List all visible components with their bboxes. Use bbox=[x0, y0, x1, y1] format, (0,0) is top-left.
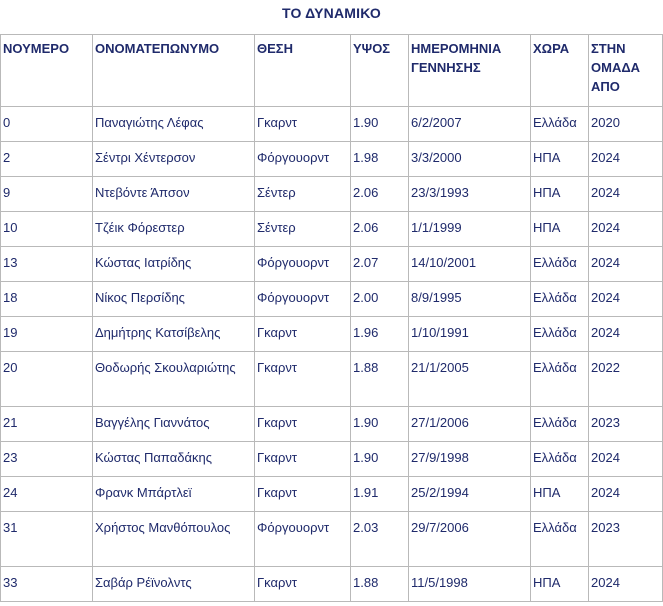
cell-height: 2.06 bbox=[351, 212, 409, 247]
table-row bbox=[1, 212, 663, 247]
cell-position: Γκαρντ bbox=[255, 567, 351, 602]
cell-name: Σέντρι Χέντερσον bbox=[93, 142, 255, 177]
cell-number: 23 bbox=[1, 442, 93, 477]
roster-table bbox=[0, 34, 663, 602]
cell-height: 1.88 bbox=[351, 352, 409, 407]
cell-country: Ελλάδα bbox=[531, 282, 589, 317]
cell-number: 33 bbox=[1, 567, 93, 602]
cell-birthdate: 23/3/1993 bbox=[409, 177, 531, 212]
table-row bbox=[1, 512, 663, 567]
cell-position: Γκαρντ bbox=[255, 352, 351, 407]
cell-number: 20 bbox=[1, 352, 93, 407]
cell-name: Κώστας Παπαδάκης bbox=[93, 442, 255, 477]
cell-birthdate: 1/1/1999 bbox=[409, 212, 531, 247]
cell-since: 2024 bbox=[589, 442, 663, 477]
cell-since: 2023 bbox=[589, 407, 663, 442]
cell-height: 2.03 bbox=[351, 512, 409, 567]
cell-country: Ελλάδα bbox=[531, 352, 589, 407]
cell-birthdate: 29/7/2006 bbox=[409, 512, 531, 567]
cell-country: Ελλάδα bbox=[531, 107, 589, 142]
cell-name: Φρανκ Μπάρτλεϊ bbox=[93, 477, 255, 512]
cell-name: Κώστας Ιατρίδης bbox=[93, 247, 255, 282]
cell-since: 2022 bbox=[589, 352, 663, 407]
cell-name: Σαβάρ Ρέϊνολντς bbox=[93, 567, 255, 602]
cell-birthdate: 6/2/2007 bbox=[409, 107, 531, 142]
header-number: ΝΟΥΜΕΡΟ bbox=[1, 35, 93, 107]
header-position: ΘΕΣΗ bbox=[255, 35, 351, 107]
cell-country: ΗΠΑ bbox=[531, 567, 589, 602]
cell-since: 2024 bbox=[589, 142, 663, 177]
cell-number: 24 bbox=[1, 477, 93, 512]
cell-country: ΗΠΑ bbox=[531, 477, 589, 512]
cell-name: Δημήτρης Κατσίβελης bbox=[93, 317, 255, 352]
cell-birthdate: 11/5/1998 bbox=[409, 567, 531, 602]
cell-position: Γκαρντ bbox=[255, 442, 351, 477]
header-height: ΥΨΟΣ bbox=[351, 35, 409, 107]
table-row bbox=[1, 407, 663, 442]
table-row bbox=[1, 177, 663, 212]
cell-position: Γκαρντ bbox=[255, 477, 351, 512]
header-since: ΣΤΗΝ ΟΜΑΔΑ ΑΠΟ bbox=[589, 35, 663, 107]
header-birthdate: ΗΜΕΡΟΜΗΝΙΑ ΓΕΝΝΗΣΗΣ bbox=[409, 35, 531, 107]
cell-position: Φόργουορντ bbox=[255, 282, 351, 317]
cell-position: Γκαρντ bbox=[255, 407, 351, 442]
cell-birthdate: 3/3/2000 bbox=[409, 142, 531, 177]
cell-since: 2024 bbox=[589, 212, 663, 247]
cell-position: Φόργουορντ bbox=[255, 512, 351, 567]
cell-height: 1.91 bbox=[351, 477, 409, 512]
cell-name: Βαγγέλης Γιαννάτος bbox=[93, 407, 255, 442]
cell-position: Γκαρντ bbox=[255, 317, 351, 352]
cell-since: 2024 bbox=[589, 177, 663, 212]
cell-height: 1.96 bbox=[351, 317, 409, 352]
cell-name: Χρήστος Μανθόπουλος bbox=[93, 512, 255, 567]
cell-since: 2024 bbox=[589, 247, 663, 282]
cell-number: 21 bbox=[1, 407, 93, 442]
table-row bbox=[1, 142, 663, 177]
table-row bbox=[1, 352, 663, 407]
cell-country: Ελλάδα bbox=[531, 512, 589, 567]
cell-height: 1.88 bbox=[351, 567, 409, 602]
cell-position: Γκαρντ bbox=[255, 107, 351, 142]
cell-birthdate: 27/9/1998 bbox=[409, 442, 531, 477]
cell-birthdate: 27/1/2006 bbox=[409, 407, 531, 442]
cell-name: Ντεβόντε Άπσον bbox=[93, 177, 255, 212]
cell-name: Παναγιώτης Λέφας bbox=[93, 107, 255, 142]
table-row bbox=[1, 442, 663, 477]
page-title: ΤΟ ΔΥΝΑΜΙΚΟ bbox=[281, 5, 382, 21]
cell-since: 2024 bbox=[589, 567, 663, 602]
cell-birthdate: 1/10/1991 bbox=[409, 317, 531, 352]
cell-height: 2.00 bbox=[351, 282, 409, 317]
cell-number: 18 bbox=[1, 282, 93, 317]
table-row bbox=[1, 107, 663, 142]
cell-height: 2.07 bbox=[351, 247, 409, 282]
cell-country: Ελλάδα bbox=[531, 442, 589, 477]
cell-country: Ελλάδα bbox=[531, 317, 589, 352]
cell-since: 2024 bbox=[589, 282, 663, 317]
cell-country: ΗΠΑ bbox=[531, 177, 589, 212]
cell-height: 1.98 bbox=[351, 142, 409, 177]
header-name: ΟΝΟΜΑΤΕΠΩΝΥΜΟ bbox=[93, 35, 255, 107]
cell-since: 2024 bbox=[589, 477, 663, 512]
cell-number: 9 bbox=[1, 177, 93, 212]
cell-number: 19 bbox=[1, 317, 93, 352]
cell-height: 1.90 bbox=[351, 407, 409, 442]
cell-number: 10 bbox=[1, 212, 93, 247]
table-row bbox=[1, 567, 663, 602]
table-row bbox=[1, 317, 663, 352]
cell-height: 2.06 bbox=[351, 177, 409, 212]
cell-position: Φόργουορντ bbox=[255, 247, 351, 282]
cell-position: Φόργουορντ bbox=[255, 142, 351, 177]
cell-birthdate: 21/1/2005 bbox=[409, 352, 531, 407]
cell-name: Νίκος Περσίδης bbox=[93, 282, 255, 317]
cell-since: 2020 bbox=[589, 107, 663, 142]
cell-country: Ελλάδα bbox=[531, 247, 589, 282]
cell-height: 1.90 bbox=[351, 442, 409, 477]
cell-position: Σέντερ bbox=[255, 177, 351, 212]
cell-number: 0 bbox=[1, 107, 93, 142]
cell-number: 2 bbox=[1, 142, 93, 177]
cell-number: 31 bbox=[1, 512, 93, 567]
table-row bbox=[1, 247, 663, 282]
cell-country: ΗΠΑ bbox=[531, 212, 589, 247]
header-country: ΧΩΡΑ bbox=[531, 35, 589, 107]
header-row bbox=[1, 35, 663, 107]
cell-number: 13 bbox=[1, 247, 93, 282]
table-row bbox=[1, 477, 663, 512]
cell-birthdate: 8/9/1995 bbox=[409, 282, 531, 317]
table-row bbox=[1, 282, 663, 317]
cell-country: ΗΠΑ bbox=[531, 142, 589, 177]
cell-height: 1.90 bbox=[351, 107, 409, 142]
cell-since: 2024 bbox=[589, 317, 663, 352]
cell-name: Θοδωρής Σκουλαριώτης bbox=[93, 352, 255, 407]
cell-position: Σέντερ bbox=[255, 212, 351, 247]
cell-country: Ελλάδα bbox=[531, 407, 589, 442]
cell-birthdate: 25/2/1994 bbox=[409, 477, 531, 512]
cell-since: 2023 bbox=[589, 512, 663, 567]
cell-birthdate: 14/10/2001 bbox=[409, 247, 531, 282]
cell-name: Τζέικ Φόρεστερ bbox=[93, 212, 255, 247]
